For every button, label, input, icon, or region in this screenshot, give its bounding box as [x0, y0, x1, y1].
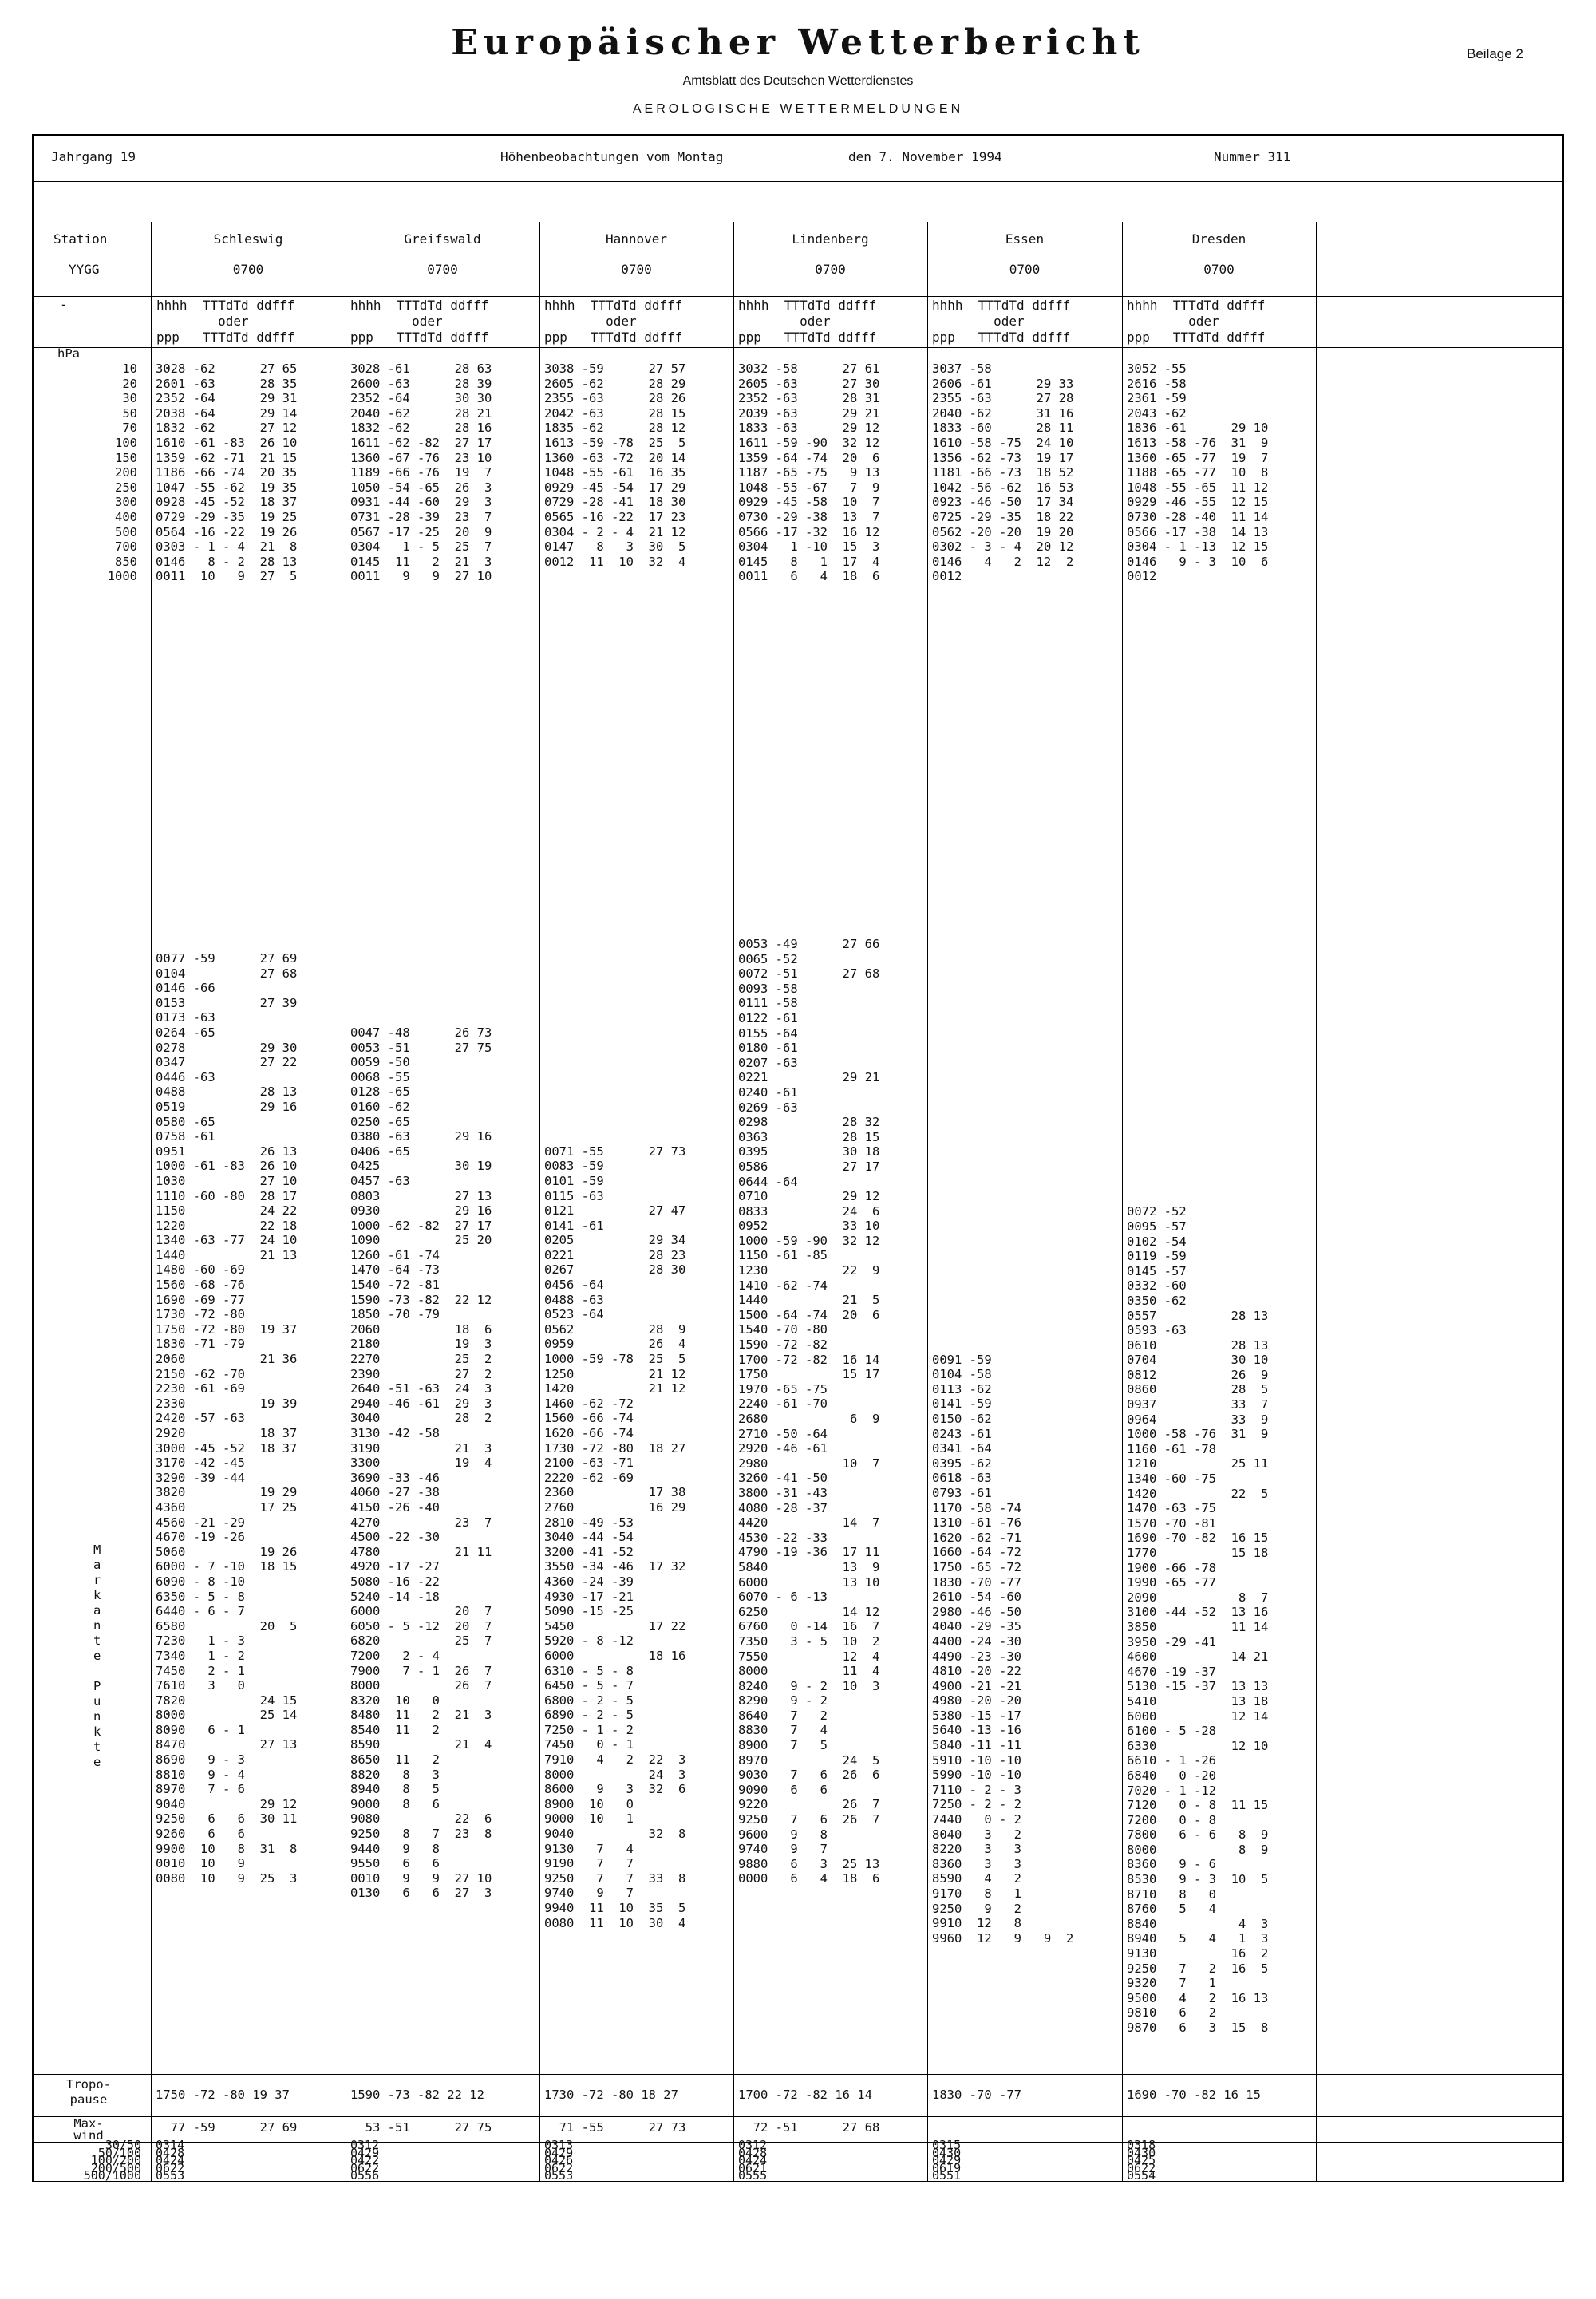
col-divider: [151, 222, 152, 2181]
thickness-data: 0314 0428 0424 0622 0553: [156, 2138, 185, 2183]
rule-thickness: [34, 2142, 1562, 2143]
tropopause-data: 1690 -70 -82 16 15: [1127, 2088, 1261, 2102]
significant-points: 0077 -59 27 69 0104 27 68 0146 -66 0153 27 39 0173 -63 0264 -65 0278 29 30 0347 27 22 0446 -63 0488 28 13 0519 29 16 0580 -65 0758 -61 0951 26 13 1000 -61 -83 26 10 1030 27 10 1110 -60 -80 28 17 1150 24 22 1220 22 18 1340 -63 -77 24 10 1440 21 13 1480 -60 -69 1560 -68 -76 1690 -69 -77 1730 -72 -80 1750 -72 -80 19 37 1830 -71 -79 2060 21 36 2150 -62 -70 2230 -61 -69 2330 19 39 2420 -57 -63 2920 18 37 3000 -45 -52 18 37 3170 -42 -45 3290 -39 -44 3820 19 29 4360 17 25 4560 -21 -29 4670 -19 -26 5060 19 26 6000 - 7 -10 18 15 6090 - 8 -10 6350 - 5 - 8 6440 - 6 - 7 6580 20 5 7230 1 - 3 7340 1 - 2 7450 2 - 1 7610 3 0 7820 24 15 8000 25 14 8090 6 - 1 8470 27 13 8690 9 - 3 8810 9 - 4 8970 7 - 6 9040 29 12 9250 6 6 30 11 9260 6 6 9900 10 8 31 8 0010 10 9 0080 10 9 25 3: [156, 951, 298, 1886]
report-section: AEROLOGISCHE WETTERMELDUNGEN: [632, 102, 964, 116]
column-header: hhhh TTTdTd ddfff oder ppp TTTdTd ddfff: [1127, 298, 1266, 345]
standard-levels: 3028 -62 27 65 2601 -63 28 35 2352 -64 29 31 2038 -64 29 14 1832 -62 27 12 1610 -61 -83 26 10 1359 -62 -71 21 15 1186 -66 -74 20 35 1047 -55 -62 19 35 0928 -45 -52 18 37 0729 -29 -35 19 25 0564 -16 -22 19 26 0303 - 1 - 4 21 8 0146 8 - 2 28 13 0011 10 9 27 5: [156, 361, 298, 584]
maxwind-data: 71 -55 27 73: [544, 2120, 686, 2135]
station-name: Essen: [1005, 231, 1045, 247]
maxwind-data: 72 -51 27 68: [738, 2120, 880, 2135]
rule-station: [34, 296, 1562, 297]
column-header: hhhh TTTdTd ddfff oder ppp TTTdTd ddfff: [738, 298, 877, 345]
significant-points: 0072 -52 0095 -57 0102 -54 0119 -59 0145 -57 0332 -60 0350 -62 0557 28 13 0593 -63 0610 28 13 0704 30 10 0812 26 9 0860 28 5 0937 33 7 0964 33 9 1000 -58 -76 31 9 1160 -61 -78 1210 25 11 1340 -60 -75 1420 22 5 1470 -63 -75 1570 -70 -81 1690 -70 -82 16 15 1770 15 18 1900 -66 -78 1990 -65 -77 2090 8 7 3100 -44 -52 13 16 3850 11 14 3950 -29 -41 4600 14 21 4670 -19 -37 5130 -15 -37 13 13 5410 13 18 6000 12 14 6100 - 5 -28 6330 12 10 6610 - 1 -26 6840 0 -20 7020 - 1 -12 7120 0 - 8 11 15 7200 0 - 8 7800 6 - 6 8 9 8000 8 9 8360 9 - 6 8530 9 - 3 10 5 8710 8 0 8760 5 4 8840 4 3 8940 5 4 1 3 9130 16 2 9250 7 2 16 5 9320 7 1 9500 4 2 16 13 9810 6 2 9870 6 3 15 8: [1127, 1204, 1269, 2035]
maxwind-data: 53 -51 27 75: [350, 2120, 492, 2135]
significant-points: 0091 -59 0104 -58 0113 -62 0141 -59 0150 -62 0243 -61 0341 -64 0395 -62 0618 -63 0793 -61 1170 -58 -74 1310 -61 -76 1620 -62 -71 1660 -64 -72 1750 -65 -72 1830 -70 -77 2610 -54 -60 2980 -46 -50 4040 -29 -35 4400 -24 -30 4490 -23 -30 4810 -20 -22 4900 -21 -21 4980 -20 -20 5380 -15 -17 5640 -13 -16 5840 -11 -11 5910 -10 -10 5990 -10 -10 7110 - 2 - 3 7250 - 2 - 2 7440 0 - 2 8040 3 2 8220 3 3 8360 3 3 8590 4 2 9170 8 1 9250 9 2 9910 12 8 9960 12 9 9 2: [932, 1352, 1074, 1945]
station-name: Lindenberg: [792, 231, 869, 247]
observation-sheet: [32, 134, 1564, 2182]
col-divider: [733, 222, 734, 2181]
thickness-data: 0312 0429 0422 0622 0556: [350, 2138, 380, 2183]
tropopause-data: 1590 -73 -82 22 12: [350, 2088, 484, 2102]
rule-tropopause: [34, 2074, 1562, 2075]
hpa-label: hPa: [57, 346, 80, 361]
significant-points: 0071 -55 27 73 0083 -59 0101 -59 0115 -63 0121 27 47 0141 -61 0205 29 34 0221 28 23 0267 28 30 0456 -64 0488 -63 0523 -64 0562 28 9 0959 26 4 1000 -59 -78 25 5 1250 21 12 1420 21 12 1460 -62 -72 1560 -66 -74 1620 -66 -74 1730 -72 -80 18 27 2100 -63 -71 2220 -62 -69 2360 17 38 2760 16 29 2810 -49 -53 3040 -44 -54 3200 -41 -52 3550 -34 -46 17 32 4360 -24 -39 4930 -17 -21 5090 -15 -25 5450 17 22 5920 - 8 -12 6000 18 16 6310 - 5 - 8 6450 - 5 - 7 6800 - 2 - 5 6890 - 2 - 5 7250 - 1 - 2 7450 0 - 1 7910 4 2 22 3 8000 24 3 8600 9 3 32 6 8900 10 0 9000 10 1 9040 32 8 9130 7 4 9190 7 7 9250 7 7 33 8 9740 9 7 9940 11 10 35 5 0080 11 10 30 4: [544, 1144, 686, 1930]
tropopause-data: 1750 -72 -80 19 37: [156, 2088, 290, 2102]
column-header: hhhh TTTdTd ddfff oder ppp TTTdTd ddfff: [932, 298, 1071, 345]
station-time: 0700: [427, 262, 458, 277]
tropopause-data: 1700 -72 -82 16 14: [738, 2088, 872, 2102]
pressure-levels: 10 20 30 50 70 100 150 200 250 300 400 500 700 850 1000: [107, 361, 137, 584]
observation-date: den 7. November 1994: [848, 149, 1002, 164]
tropopause-label: Tropo- pause: [66, 2077, 111, 2107]
col-divider: [1122, 222, 1123, 2181]
dash-label: -: [60, 297, 68, 312]
issue-number: Nummer 311: [1214, 149, 1291, 164]
significant-points: 0047 -48 26 73 0053 -51 27 75 0059 -50 0068 -55 0128 -65 0160 -62 0250 -65 0380 -63 29 16 0406 -65 0425 30 19 0457 -63 0803 27 13 0930 29 16 1000 -62 -82 27 17 1090 25 20 1260 -61 -74 1470 -64 -73 1540 -72 -81 1590 -73 -82 22 12 1850 -70 -79 2060 18 6 2180 19 3 2270 25 2 2390 27 2 2640 -51 -63 24 3 2940 -46 -61 29 3 3040 28 2 3130 -42 -58 3190 21 3 3300 19 4 3690 -33 -46 4060 -27 -38 4150 -26 -40 4270 23 7 4500 -22 -30 4780 21 11 4920 -17 -27 5080 -16 -22 5240 -14 -18 6000 20 7 6050 - 5 -12 20 7 6820 25 7 7200 2 - 4 7900 7 - 1 26 7 8000 26 7 8320 10 0 8480 11 2 21 3 8540 11 2 8590 21 4 8650 11 2 8820 8 3 8940 8 5 9000 8 6 9080 22 6 9250 8 7 23 8 9440 9 8 9550 6 6 0010 9 9 27 10 0130 6 6 27 3: [350, 1025, 492, 1901]
station-time: 0700: [621, 262, 652, 277]
maxwind-label: Max- wind: [73, 2116, 104, 2143]
rule-colhead: [34, 347, 1562, 348]
tropopause-data: 1730 -72 -80 18 27: [544, 2088, 678, 2102]
rule-maxwind: [34, 2116, 1562, 2117]
station-label: Station: [53, 231, 108, 247]
thickness-labels: 30/50 50/100 100/200 200/500 500/1000: [83, 2138, 141, 2183]
thickness-data: 0312 0428 0424 0621 0555: [738, 2138, 768, 2183]
thickness-data: 0313 0429 0426 0622 0553: [544, 2138, 574, 2183]
report-title: Europäischer Wetterbericht: [451, 22, 1145, 63]
standard-levels: 3038 -59 27 57 2605 -62 28 29 2355 -63 28 26 2042 -63 28 15 1835 -62 28 12 1613 -59 -78 25 5 1360 -63 -72 20 14 1048 -55 -61 16 35 0929 -45 -54 17 29 0729 -28 -41 18 30 0565 -16 -22 17 23 0304 - 2 - 4 21 12 0147 8 3 30 5 0012 11 10 32 4: [544, 361, 686, 569]
station-time: 0700: [1009, 262, 1041, 277]
station-name: Schleswig: [213, 231, 283, 247]
maxwind-data: 77 -59 27 69: [156, 2120, 298, 2135]
station-name: Hannover: [605, 231, 668, 247]
col-divider: [1316, 222, 1317, 2181]
beilage-label: Beilage 2: [1467, 46, 1523, 61]
report-subtitle: Amtsblatt des Deutschen Wetterdienstes: [682, 74, 914, 88]
standard-levels: 3028 -61 28 63 2600 -63 28 39 2352 -64 30 30 2040 -62 28 21 1832 -62 28 16 1611 -62 -82 27 17 1360 -67 -76 23 10 1189 -66 -76 19 7 1050 -54 -65 26 3 0931 -44 -60 29 3 0731 -28 -39 23 7 0567 -17 -25 20 9 0304 1 - 5 25 7 0145 11 2 21 3 0011 9 9 27 10: [350, 361, 492, 584]
column-header: hhhh TTTdTd ddfff oder ppp TTTdTd ddfff: [156, 298, 295, 345]
thickness-data: 0315 0430 0429 0619 0551: [932, 2138, 962, 2183]
station-time: 0700: [815, 262, 846, 277]
rule-info: [34, 181, 1562, 182]
col-divider: [539, 222, 540, 2181]
standard-levels: 3032 -58 27 61 2605 -63 27 30 2352 -63 28 31 2039 -63 29 21 1833 -63 29 12 1611 -59 -90 32 12 1359 -64 -74 20 6 1187 -65 -75 9 13 1048 -55 -67 7 9 0929 -45 -58 10 7 0730 -29 -38 13 7 0566 -17 -32 16 12 0304 1 -10 15 3 0145 8 1 17 4 0011 6 4 18 6: [738, 361, 880, 584]
station-name: Dresden: [1191, 231, 1246, 247]
station-name: Greifswald: [404, 231, 481, 247]
col-divider: [927, 222, 928, 2181]
yygg-label: YYGG: [69, 262, 100, 277]
station-time: 0700: [232, 262, 264, 277]
standard-levels: 3052 -55 2616 -58 2361 -59 2043 -62 1836 -61 29 10 1613 -58 -76 31 9 1360 -65 -77 19 7 1188 -65 -77 10 8 1048 -55 -65 11 12 0929 -46 -55 12 15 0730 -28 -40 11 14 0566 -17 -38 14 13 0304 - 1 -13 12 15 0146 9 - 3 10 6 0012: [1127, 361, 1269, 584]
standard-levels: 3037 -58 2606 -61 29 33 2355 -63 27 28 2040 -62 31 16 1833 -60 28 11 1610 -58 -75 24 10 1356 -62 -73 19 17 1181 -66 -73 18 52 1042 -56 -62 16 53 0923 -46 -50 17 34 0725 -29 -35 18 22 0562 -20 -20 19 20 0302 - 3 - 4 20 12 0146 4 2 12 2 0012: [932, 361, 1074, 584]
station-time: 0700: [1203, 262, 1235, 277]
observation-title: Höhenbeobachtungen vom Montag: [500, 149, 724, 164]
tropopause-data: 1830 -70 -77: [932, 2088, 1021, 2102]
jahrgang: Jahrgang 19: [51, 149, 136, 164]
thickness-data: 0318 0430 0425 0622 0554: [1127, 2138, 1156, 2183]
significant-points: 0053 -49 27 66 0065 -52 0072 -51 27 68 0093 -58 0111 -58 0122 -61 0155 -64 0180 -61 0207 -63 0221 29 21 0240 -61 0269 -63 0298 28 32 0363 28 15 0395 30 18 0586 27 17 0644 -64 0710 29 12 0833 24 6 0952 33 10 1000 -59 -90 32 12 1150 -61 -85 1230 22 9 1410 -62 -74 1440 21 5 1500 -64 -74 20 6 1540 -70 -80 1590 -72 -82 1700 -72 -82 16 14 1750 15 17 1970 -65 -75 2240 -61 -70 2680 6 9 2710 -50 -64 2920 -46 -61 2980 10 7 3260 -41 -50 3800 -31 -43 4080 -28 -37 4420 14 7 4530 -22 -33 4790 -19 -36 17 11 5840 13 9 6000 13 10 6070 - 6 -13 6250 14 12 6760 0 -14 16 7 7350 3 - 5 10 2 7550 12 4 8000 11 4 8240 9 - 2 10 3 8290 9 - 2 8640 7 2 8830 7 4 8900 7 5 8970 24 5 9030 7 6 26 6 9090 6 6 9220 26 7 9250 7 6 26 7 9600 9 8 9740 9 7 9880 6 3 25 13 0000 6 4 18 6: [738, 937, 880, 1886]
markante-punkte-label: M a r k a n t e P u n k t e: [93, 1543, 101, 1769]
column-header: hhhh TTTdTd ddfff oder ppp TTTdTd ddfff: [544, 298, 683, 345]
column-header: hhhh TTTdTd ddfff oder ppp TTTdTd ddfff: [350, 298, 489, 345]
